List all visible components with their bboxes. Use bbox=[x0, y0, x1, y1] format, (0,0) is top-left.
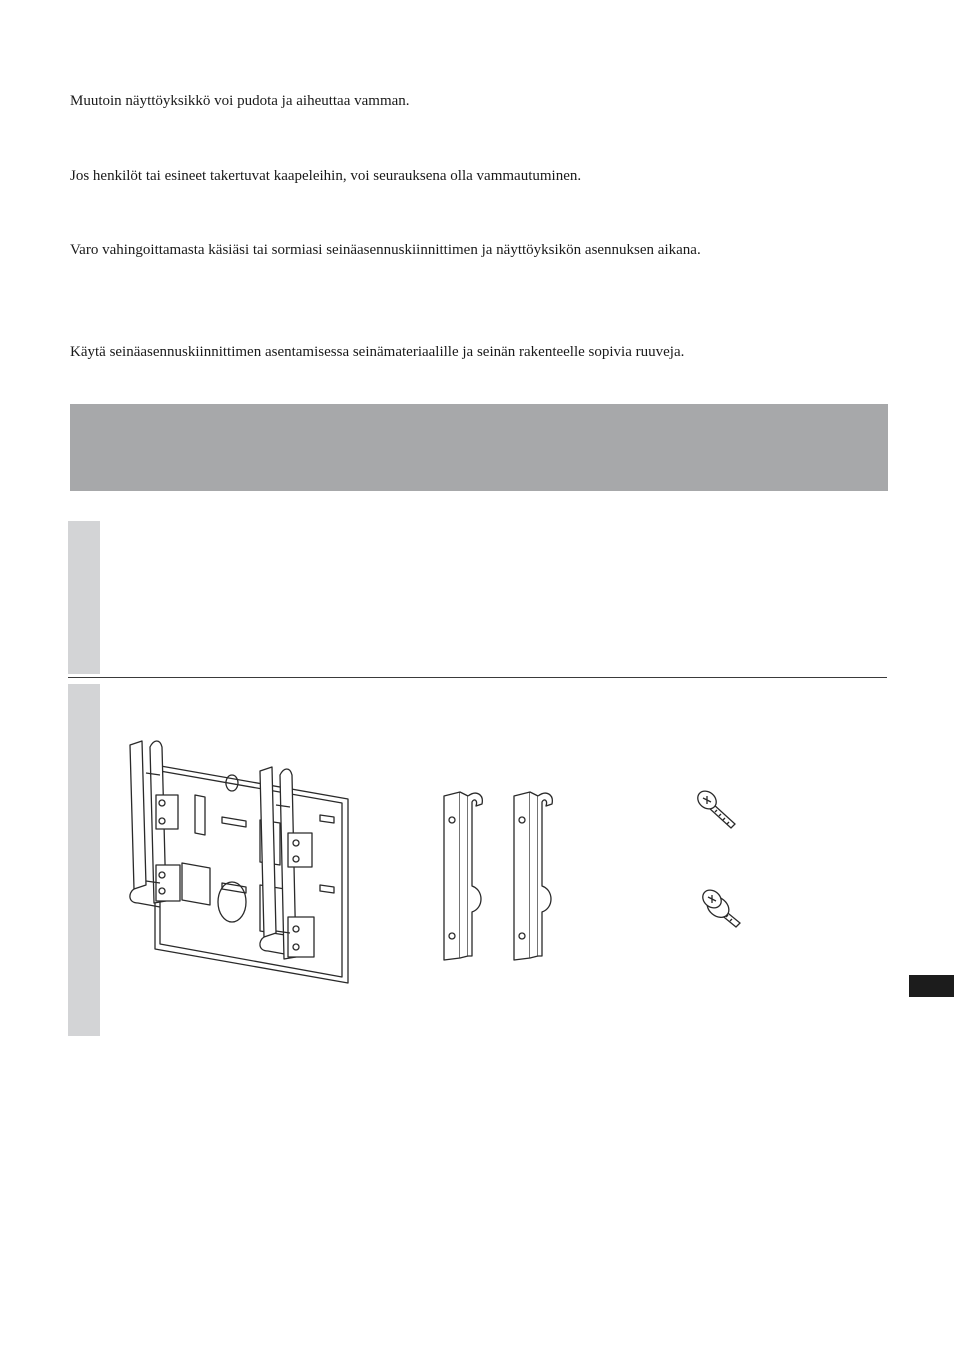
section-side-tab-2 bbox=[68, 684, 100, 1036]
section-banner bbox=[70, 404, 888, 491]
screw-with-washer-icon bbox=[698, 885, 746, 931]
warning-text-1: Muutoin näyttöyksikkö voi pudota ja aiheuttaa vamman. bbox=[70, 93, 410, 109]
screw-icon bbox=[695, 788, 743, 834]
warning-text-4: Käytä seinäasennuskiinnittimen asentamisessa seinämateriaalille ja seinän rakenteelle sopivia ruuveja. bbox=[70, 344, 685, 360]
section-divider bbox=[68, 677, 887, 678]
mounting-hooks-icon bbox=[438, 790, 558, 965]
warning-text-3: Varo vahingoittamasta käsiäsi tai sormiasi seinäasennuskiinnittimen ja näyttöyksikön asennuksen aikana. bbox=[70, 242, 701, 258]
wall-mount-bracket-icon bbox=[120, 735, 355, 990]
warning-text-2: Jos henkilöt tai esineet takertuvat kaapeleihin, voi seurauksena olla vammautuminen. bbox=[70, 168, 582, 184]
section-side-tab-1 bbox=[68, 521, 100, 674]
page-edge-tab bbox=[909, 975, 954, 997]
